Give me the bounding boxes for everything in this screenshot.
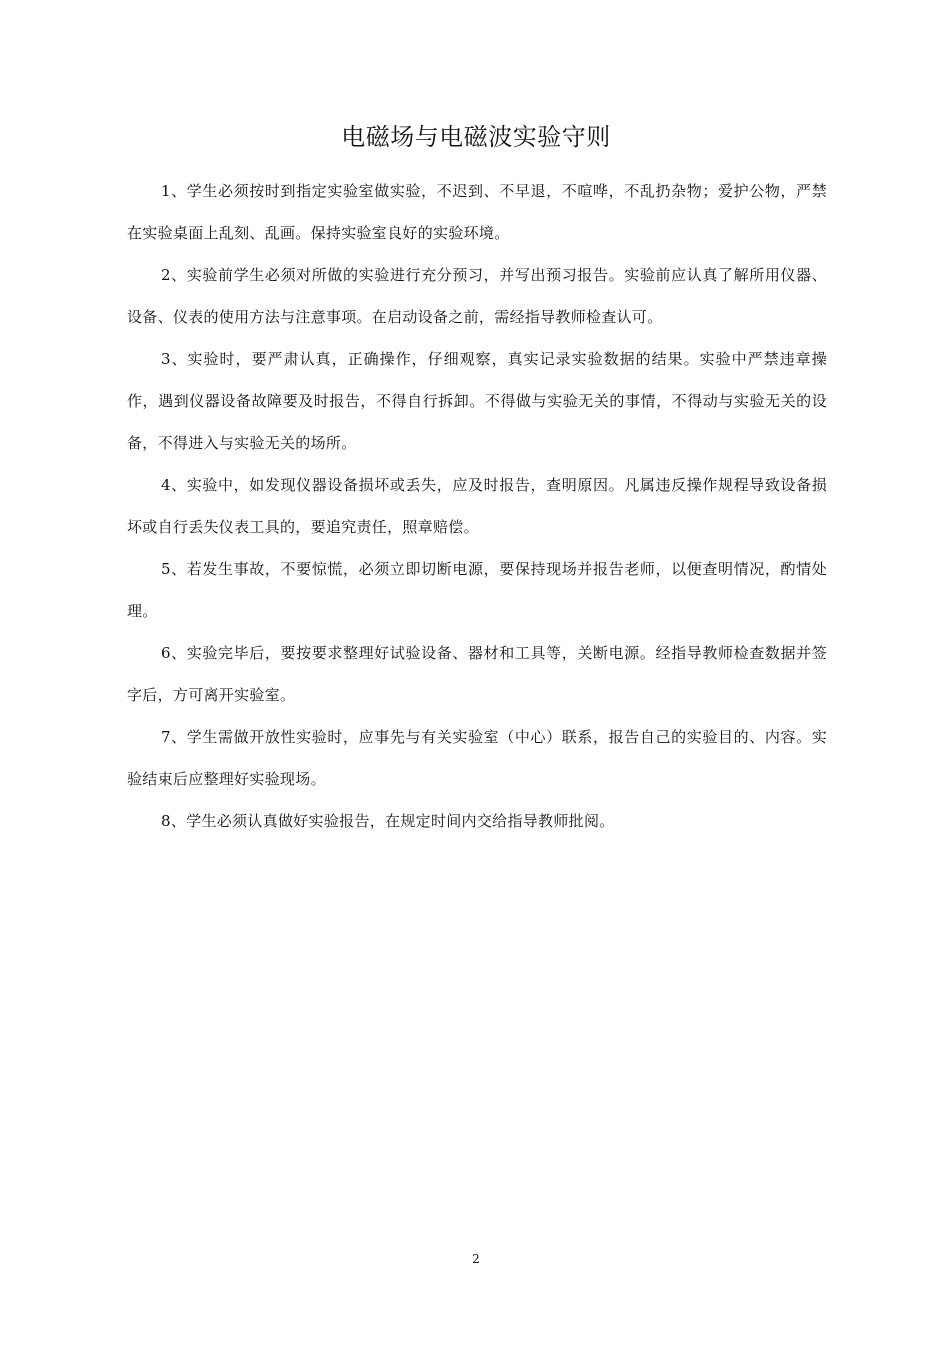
- page-title: 电磁场与电磁波实验守则: [341, 123, 611, 151]
- rules-body: [127, 170, 827, 842]
- rule-paragraph-8: 8、学生必须认真做好实验报告，在规定时间内交给指导教师批阅。: [161, 812, 615, 830]
- rule-paragraph-4: 4、实验中，如发现仪器设备损坏或丢失，应及时报告，查明原因。凡属违反操作规程导致设备损坏或自行丢失仪表工具的，要追究责任，照章赔偿。: [127, 476, 827, 536]
- rule-paragraph-3: 3、实验时，要严肃认真，正确操作，仔细观察，真实记录实验数据的结果。实验中严禁违章操作，遇到仪器设备故障要及时报告，不得自行拆卸。不得做与实验无关的事情，不得动与实验无关的设备，不得进入与实验无关的场所。: [127, 350, 827, 452]
- rule-paragraph-5: 5、若发生事故，不要惊慌，必须立即切断电源，要保持现场并报告老师，以便查明情况，酌情处理。: [127, 560, 827, 620]
- page-number: 2: [472, 1252, 480, 1266]
- rule-paragraph-1: 1、学生必须按时到指定实验室做实验，不迟到、不早退，不喧哗，不乱扔杂物；爱护公物，严禁在实验桌面上乱刻、乱画。保持实验室良好的实验环境。: [127, 182, 827, 242]
- rule-paragraph-2: 2、实验前学生必须对所做的实验进行充分预习，并写出预习报告。实验前应认真了解所用仪器、设备、仪表的使用方法与注意事项。在启动设备之前，需经指导教师检查认可。: [127, 266, 827, 326]
- rule-paragraph-7: 7、学生需做开放性实验时，应事先与有关实验室（中心）联系，报告自己的实验目的、内容。实验结束后应整理好实验现场。: [127, 728, 827, 788]
- rule-paragraph-6: 6、实验完毕后，要按要求整理好试验设备、器材和工具等，关断电源。经指导教师检查数据并签字后，方可离开实验室。: [127, 644, 827, 704]
